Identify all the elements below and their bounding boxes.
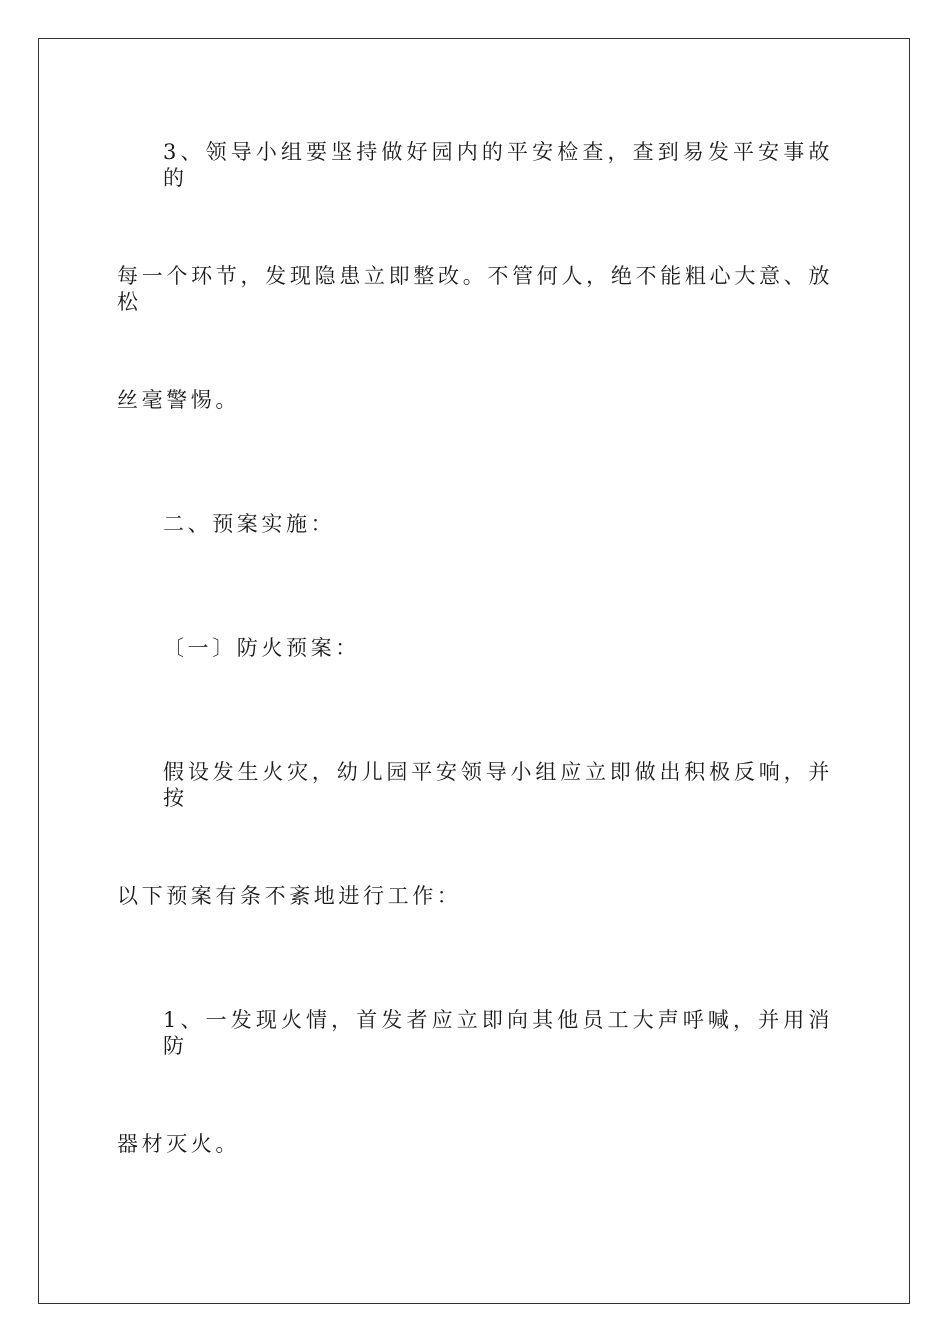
subsection-heading: 〔一〕防火预案： — [163, 636, 360, 660]
paragraph-line-2: 每一个环节，发现隐患立即整改。不管何人，绝不能粗心大意、放松 — [117, 264, 833, 314]
paragraph-line-5: 以下预案有条不紊地进行工作： — [117, 884, 462, 908]
section-heading: 二、预案实施： — [163, 512, 336, 536]
paragraph-line-6: 1、一发现火情，首发者应立即向其他员工大声呼喊，并用消防 — [163, 1008, 833, 1058]
paragraph-line-4: 假设发生火灾，幼儿园平安领导小组应立即做出积极反响，并按 — [163, 760, 833, 810]
page-border — [38, 38, 910, 1304]
paragraph-line-1: 3、领导小组要坚持做好园内的平安检查，查到易发平安事故的 — [163, 140, 833, 190]
paragraph-line-7: 器材灭火。 — [117, 1132, 240, 1156]
paragraph-line-3: 丝毫警惕。 — [117, 388, 240, 412]
